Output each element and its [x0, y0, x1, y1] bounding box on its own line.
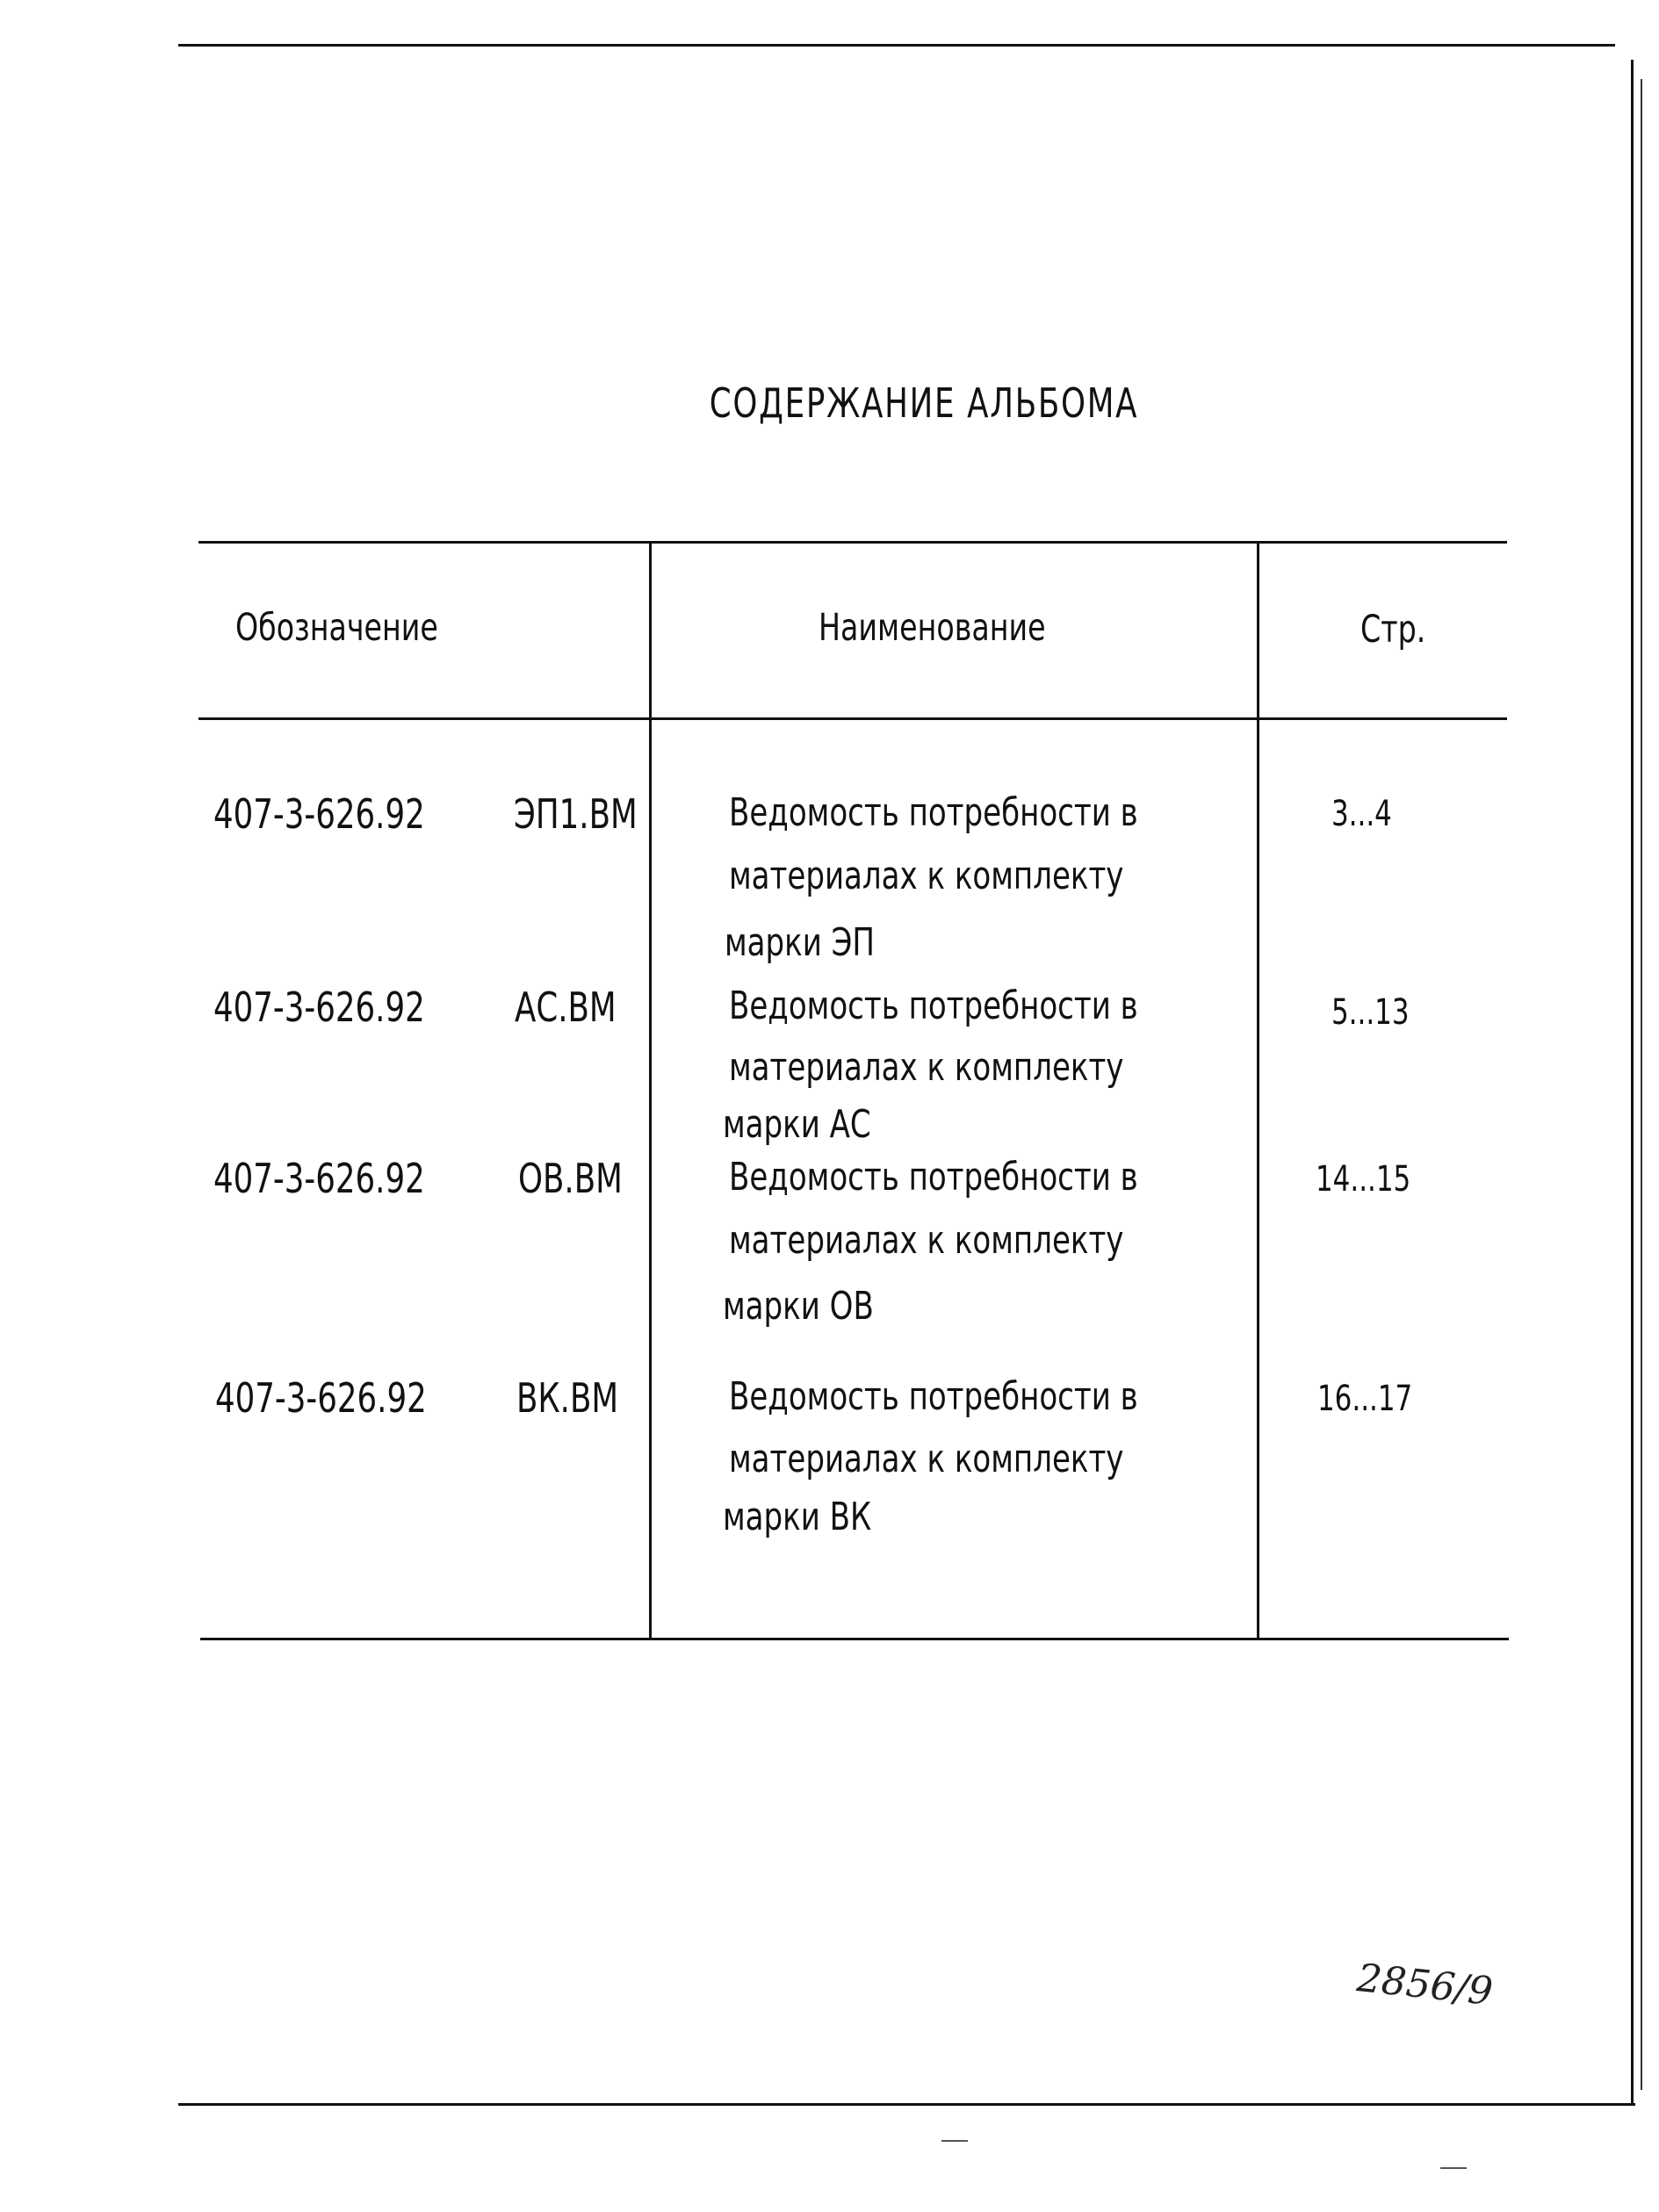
row-name-line-3: марки ЭП — [725, 920, 876, 965]
row-name-line-3: марки ОВ — [723, 1284, 874, 1329]
row-pages: 14...15 — [1316, 1159, 1411, 1200]
row-name-line-1: Ведомость потребности в — [729, 1155, 1138, 1200]
row-code: 407-3-626.92 — [215, 1374, 427, 1422]
row-name-line-3: марки АС — [723, 1102, 871, 1147]
header-designation: Обозначение — [235, 606, 438, 650]
row-name-line-2: материалах к комплекту — [729, 1437, 1124, 1481]
row-name-line-2: материалах к комплекту — [729, 854, 1124, 898]
row-mark: АС.ВМ — [515, 984, 617, 1031]
row-mark: ОВ.ВМ — [518, 1155, 623, 1202]
row-name-line-1: Ведомость потребности в — [729, 790, 1138, 835]
row-name-line-1: Ведомость потребности в — [729, 984, 1138, 1028]
row-name-line-1: Ведомость потребности в — [729, 1374, 1138, 1419]
scan-artifact — [941, 2140, 968, 2142]
column-divider-2 — [1257, 541, 1259, 1640]
row-name-line-2: материалах к комплекту — [729, 1218, 1124, 1263]
row-pages: 16...17 — [1317, 1379, 1413, 1419]
page-title: СОДЕРЖАНИЕ АЛЬБОМА — [709, 379, 1139, 427]
column-divider-1 — [649, 541, 652, 1640]
header-pages: Стр. — [1360, 608, 1426, 652]
frame-right-line — [1631, 60, 1634, 2106]
row-pages: 5...13 — [1331, 992, 1410, 1033]
row-code: 407-3-626.92 — [213, 790, 425, 838]
header-bottom-rule — [198, 717, 1507, 720]
row-code: 407-3-626.92 — [213, 1155, 425, 1202]
row-pages: 3...4 — [1331, 794, 1392, 834]
row-name-line-3: марки ВК — [723, 1495, 872, 1539]
row-mark: ЭП1.ВМ — [514, 790, 638, 838]
handwritten-number: 2856/9 — [1354, 1956, 1496, 2014]
scan-artifact — [1440, 2167, 1467, 2169]
header-name: Наименование — [819, 606, 1046, 650]
table-bottom-rule — [200, 1638, 1509, 1640]
frame-bottom-line — [178, 2103, 1635, 2106]
frame-top-line — [178, 44, 1615, 47]
row-code: 407-3-626.92 — [213, 984, 425, 1031]
row-mark: ВК.ВМ — [516, 1374, 619, 1422]
row-name-line-2: материалах к комплекту — [729, 1045, 1124, 1090]
table-top-rule — [198, 541, 1507, 544]
